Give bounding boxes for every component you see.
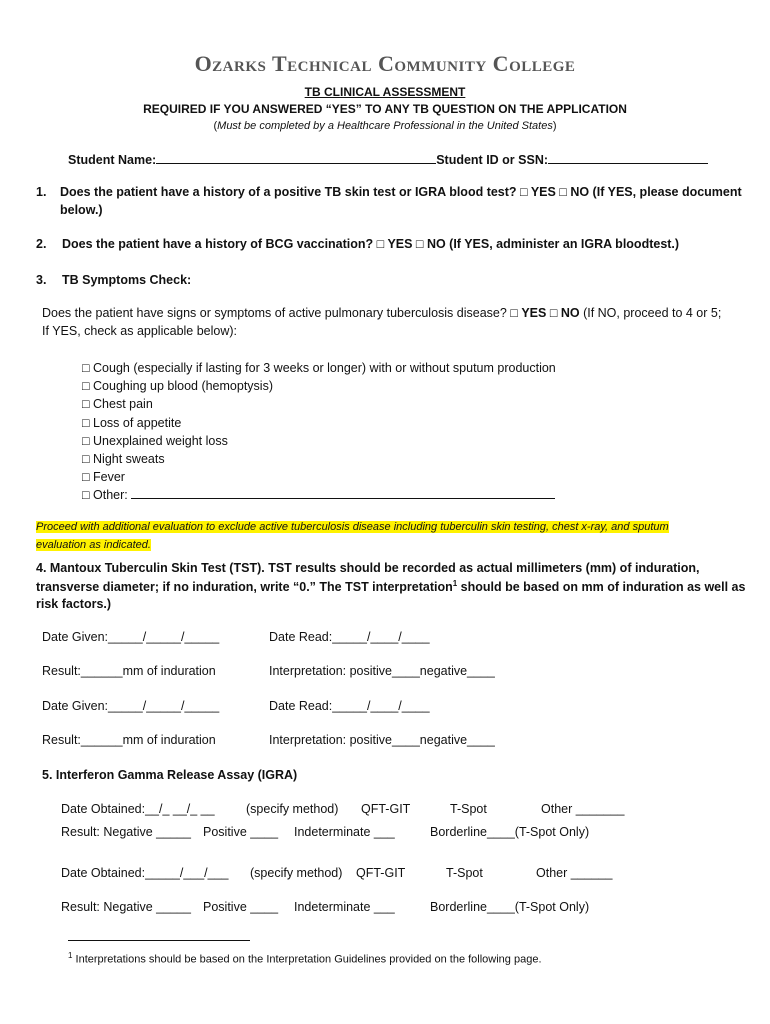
q4-line2-b: should be based on mm of induration as well as	[457, 580, 746, 595]
igra1-indeterminate[interactable]: Indeterminate ___	[294, 825, 395, 839]
igra2-qft[interactable]: QFT-GIT	[356, 866, 406, 880]
symptom-fever[interactable]: □ Fever	[82, 470, 125, 485]
q3-title: TB Symptoms Check:	[62, 273, 192, 287]
tst2-interpretation[interactable]: Interpretation: positive____negative____	[269, 733, 495, 747]
student-id-label: Student ID or SSN:	[436, 153, 549, 167]
q3-question	[42, 306, 721, 320]
symptom-other-label: □ Other:	[82, 488, 132, 503]
igra2-tspot[interactable]: T-Spot	[446, 866, 483, 880]
igra1-date[interactable]: Date Obtained:__/_ __/_ __	[61, 802, 215, 816]
tst1-result[interactable]: Result:______mm of induration	[42, 664, 216, 678]
q4-line2-a: transverse diameter; if no induration, write “0.” The TST interpretation	[36, 580, 453, 595]
tst2-date-given[interactable]: Date Given:_____/_____/_____	[42, 699, 220, 713]
q4-line2	[36, 579, 745, 594]
footnote	[68, 951, 542, 966]
q3-question-tail: (If NO, proceed to 4 or 5;	[579, 306, 722, 320]
q3-question-text: Does the patient have signs or symptoms of active pulmonary tuberculosis disease? □	[42, 306, 522, 320]
footnote-marker: 1	[68, 951, 73, 960]
igra1-negative[interactable]: Result: Negative _____	[61, 825, 191, 839]
q1-text: Does the patient have a history of a positive TB skin test or IGRA blood test? □ YES □ NO (If YES, please document	[60, 185, 742, 199]
igra2-negative[interactable]: Result: Negative _____	[61, 900, 191, 914]
symptom-night-sweats[interactable]: □ Night sweats	[82, 451, 165, 466]
q2-text: Does the patient have a history of BCG vaccination? □ YES □ NO (If YES, administer an IGRA bloodtest.)	[62, 237, 680, 251]
q5-title: 5. Interferon Gamma Release Assay (IGRA)	[42, 768, 298, 782]
student-id-field[interactable]	[548, 151, 708, 164]
igra1-borderline[interactable]: Borderline____(T-Spot Only)	[430, 825, 590, 839]
igra1-positive[interactable]: Positive ____	[203, 825, 279, 839]
student-name-label: Student Name:	[68, 153, 157, 167]
symptom-chest-pain[interactable]: □ Chest pain	[82, 397, 153, 412]
notice-highlight-1: Proceed with additional evaluation to exclude active tuberculosis disease including tuberculin skin testing, chest x-ray, and sputum	[36, 521, 669, 533]
igra1-other[interactable]: Other _______	[541, 802, 625, 816]
q3-no-box: □	[546, 306, 561, 320]
student-name-field[interactable]	[156, 151, 436, 164]
igra2-indeterminate[interactable]: Indeterminate ___	[294, 900, 395, 914]
igra1-qft[interactable]: QFT-GIT	[361, 802, 411, 816]
notice-line1	[36, 521, 669, 533]
tst1-date-read[interactable]: Date Read:_____/____/____	[269, 630, 430, 644]
tst1-date-given[interactable]: Date Given:_____/_____/_____	[42, 630, 220, 644]
notice-line2	[36, 539, 151, 551]
tst1-interpretation[interactable]: Interpretation: positive____negative____	[269, 664, 495, 678]
q2-number: 2.	[36, 237, 47, 251]
symptom-hemoptysis[interactable]: □ Coughing up blood (hemoptysis)	[82, 379, 273, 394]
form-title: TB CLINICAL ASSESSMENT	[304, 85, 466, 99]
igra2-date[interactable]: Date Obtained:_____/___/___	[61, 866, 229, 880]
q3-number: 3.	[36, 273, 47, 287]
student-name-row	[68, 151, 708, 167]
igra1-method-label: (specify method)	[246, 802, 339, 816]
footnote-rule	[68, 940, 250, 941]
q4-line1: 4. Mantoux Tuberculin Skin Test (TST). TST results should be recorded as actual millimeters (mm) of induration,	[36, 561, 700, 575]
igra2-positive[interactable]: Positive ____	[203, 900, 279, 914]
q3-question-line2: If YES, check as applicable below):	[42, 324, 238, 338]
symptom-other-field[interactable]	[131, 486, 555, 499]
symptom-cough[interactable]: □ Cough (especially if lasting for 3 weeks or longer) with or without sputum production	[82, 361, 556, 375]
q3-no: NO	[560, 306, 580, 320]
q1-number: 1.	[36, 185, 47, 199]
tst2-date-read[interactable]: Date Read:_____/____/____	[269, 699, 430, 713]
q4-line3: risk factors.)	[36, 597, 112, 611]
notice-highlight-2: evaluation as indicated.	[36, 539, 151, 551]
q4-footnote-ref: 1	[452, 579, 458, 588]
q3-yes: YES	[521, 306, 547, 320]
symptom-list	[82, 359, 556, 505]
tst2-result[interactable]: Result:______mm of induration	[42, 733, 216, 747]
college-logo-title: Ozarks Technical Community College	[194, 51, 576, 76]
footnote-text: Interpretations should be based on the Interpretation Guidelines provided on the following page.	[75, 953, 542, 966]
q1-text-cont: below.)	[60, 203, 103, 217]
igra1-tspot[interactable]: T-Spot	[450, 802, 487, 816]
completion-note-text: Must be completed by a Healthcare Professional in the United States	[217, 120, 553, 132]
symptom-loss-of-appetite[interactable]: □ Loss of appetite	[82, 415, 182, 430]
completion-note: (Must be completed by a Healthcare Professional in the United States)	[213, 120, 557, 132]
symptom-other[interactable]	[82, 486, 556, 504]
igra2-method-label: (specify method)	[250, 866, 343, 880]
requirement-line: REQUIRED IF YOU ANSWERED “YES” TO ANY TB QUESTION ON THE APPLICATION	[143, 102, 627, 116]
symptom-weight-loss[interactable]: □ Unexplained weight loss	[82, 433, 228, 448]
igra2-borderline[interactable]: Borderline____(T-Spot Only)	[430, 900, 590, 914]
igra2-other[interactable]: Other ______	[536, 866, 613, 880]
